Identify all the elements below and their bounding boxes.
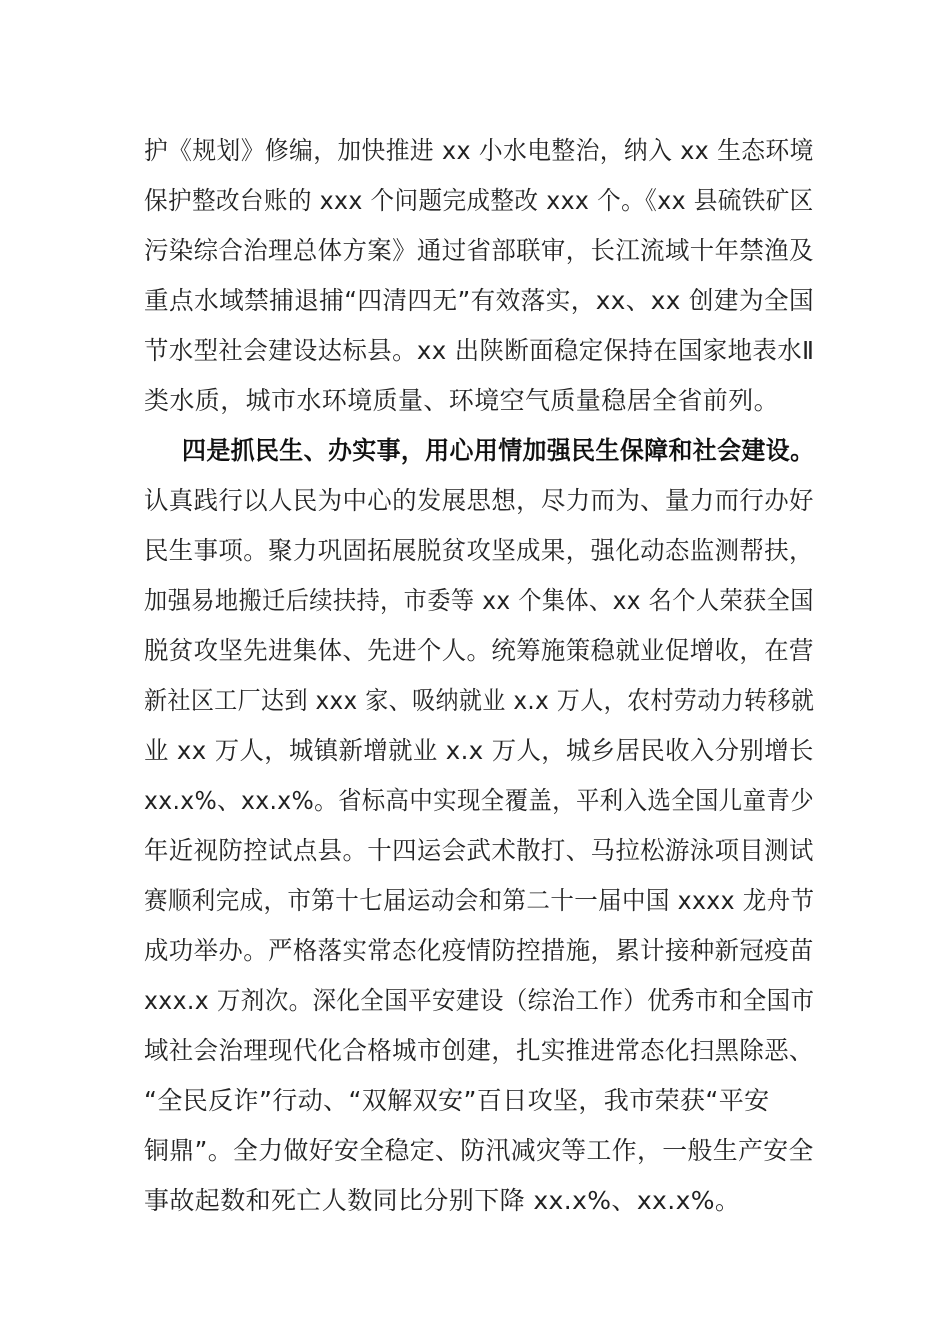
section-heading: 四是抓民生、办实事，用心用情加强民生保障和社会建设。: [182, 436, 815, 465]
text-line: “全民反诈”行动、“双解双安”百日攻坚，我市荣获“平安: [144, 1086, 770, 1115]
text-line: 年近视防控试点县。十四运会武术散打、马拉松游泳项目测试: [144, 836, 814, 865]
text-line: 污染综合治理总体方案》通过省部联审，长江流域十年禁渔及: [144, 236, 814, 265]
text-line: 业 xx 万人，城镇新增就业 x.x 万人，城乡居民收入分别增长: [144, 736, 814, 765]
text-line: 认真践行以人民为中心的发展思想，尽力而为、量力而行办好: [144, 486, 814, 515]
text-line: 域社会治理现代化合格城市创建，扎实推进常态化扫黑除恶、: [144, 1036, 814, 1065]
text-line: xx.x%、xx.x%。省标高中实现全覆盖，平利入选全国儿童青少: [144, 786, 815, 815]
text-line: 节水型社会建设达标县。xx 出陕断面稳定保持在国家地表水Ⅱ: [144, 336, 815, 365]
text-line: 重点水域禁捕退捕“四清四无”有效落实，xx、xx 创建为全国: [144, 286, 815, 315]
text-line: 民生事项。聚力巩固拓展脱贫攻坚成果，强化动态监测帮扶，: [144, 536, 814, 565]
text-line: 类水质，城市水环境质量、环境空气质量稳居全省前列。: [144, 386, 780, 415]
text-line: 成功举办。严格落实常态化疫情防控措施，累计接种新冠疫苗: [144, 936, 814, 965]
text-line: 事故起数和死亡人数同比分别下降 xx.x%、xx.x%。: [144, 1186, 741, 1215]
text-line: 护《规划》修编，加快推进 xx 小水电整治，纳入 xx 生态环境: [144, 136, 814, 165]
text-line: 赛顺利完成，市第十七届运动会和第二十一届中国 xxxx 龙舟节: [144, 886, 815, 915]
text-line: 脱贫攻坚先进集体、先进个人。统筹施策稳就业促增收，在营: [144, 636, 814, 665]
text-line: 加强易地搬迁后续扶持，市委等 xx 个集体、xx 名个人荣获全国: [144, 586, 814, 615]
text-line: xxx.x 万剂次。深化全国平安建设（综治工作）优秀市和全国市: [144, 986, 815, 1015]
text-line: 保护整改台账的 xxx 个问题完成整改 xxx 个。《xx 县硫铁矿区: [144, 186, 814, 215]
text-line: 铜鼎”。全力做好安全稳定、防汛减灾等工作，一般生产安全: [144, 1136, 814, 1165]
text-line: 新社区工厂达到 xxx 家、吸纳就业 x.x 万人，农村劳动力转移就: [144, 686, 815, 715]
